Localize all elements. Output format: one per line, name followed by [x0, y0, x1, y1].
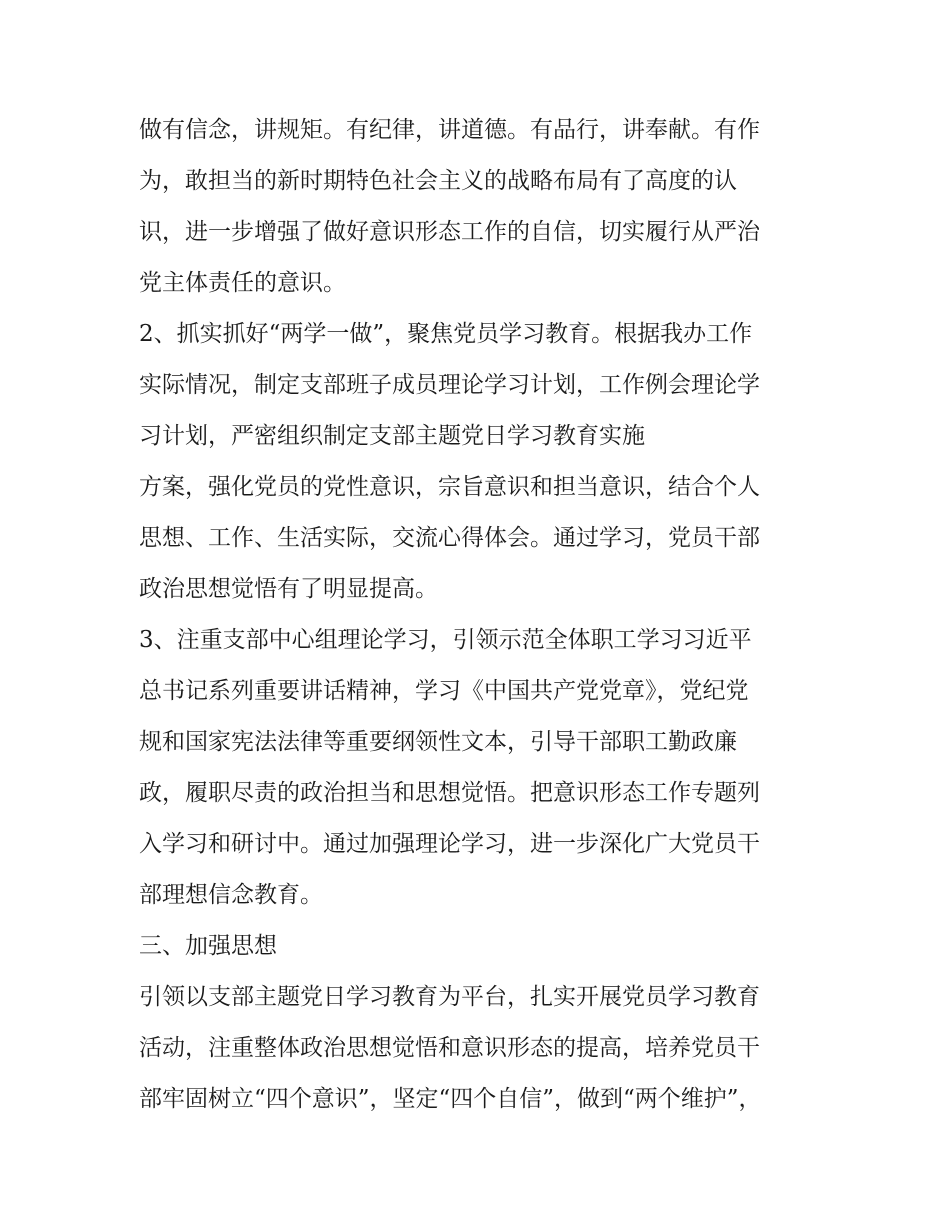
- text-line: 识，进一步增强了做好意识形态工作的自信，切实履行从严治: [139, 219, 760, 245]
- text-line: 3、注重支部中心组理论学习，引领示范全体职工学习习近平: [139, 627, 752, 653]
- text-line: 做有信念，讲规矩。有纪律，讲道德。有品行，讲奉献。有作: [139, 117, 760, 143]
- text-line: 政，履职尽责的政治担当和思想觉悟。把意识形态工作专题列: [139, 780, 760, 806]
- text-line: 方案，强化党员的党性意识，宗旨意识和担当意识，结合个人: [139, 474, 760, 500]
- text-line: 入学习和研讨中。通过加强理论学习，进一步深化广大党员干: [139, 831, 760, 857]
- text-line: 思想、工作、生活实际，交流心得体会。通过学习，党员干部: [139, 525, 760, 551]
- text-line: 部牢固树立“四个意识”，坚定“四个自信”，做到“两个维护”，: [139, 1086, 762, 1112]
- text-line: 2、抓实抓好“两学一做”，聚焦党员学习教育。根据我办工作: [139, 321, 753, 347]
- text-line: 总书记系列重要讲话精神，学习《中国共产党党章》，党纪党: [139, 678, 749, 704]
- text-line: 规和国家宪法法律等重要纲领性文本，引导干部职工勤政廉: [139, 729, 737, 755]
- text-line: 部理想信念教育。: [139, 882, 323, 908]
- text-line: 活动，注重整体政治思想觉悟和意识形态的提高，培养党员干: [139, 1035, 760, 1061]
- text-line: 实际情况，制定支部班子成员理论学习计划，工作例会理论学: [139, 372, 760, 398]
- section-heading: 三、加强思想: [139, 933, 277, 959]
- text-line: 为，敢担当的新时期特色社会主义的战略布局有了高度的认: [139, 168, 737, 194]
- document-body: [139, 105, 819, 1125]
- text-line: 引领以支部主题党日学习教育为平台，扎实开展党员学习教育: [139, 984, 760, 1010]
- text-line: 政治思想觉悟有了明显提高。: [139, 576, 438, 602]
- text-line: 习计划，严密组织制定支部主题党日学习教育实施: [139, 423, 645, 449]
- text-line: 党主体责任的意识。: [139, 270, 346, 296]
